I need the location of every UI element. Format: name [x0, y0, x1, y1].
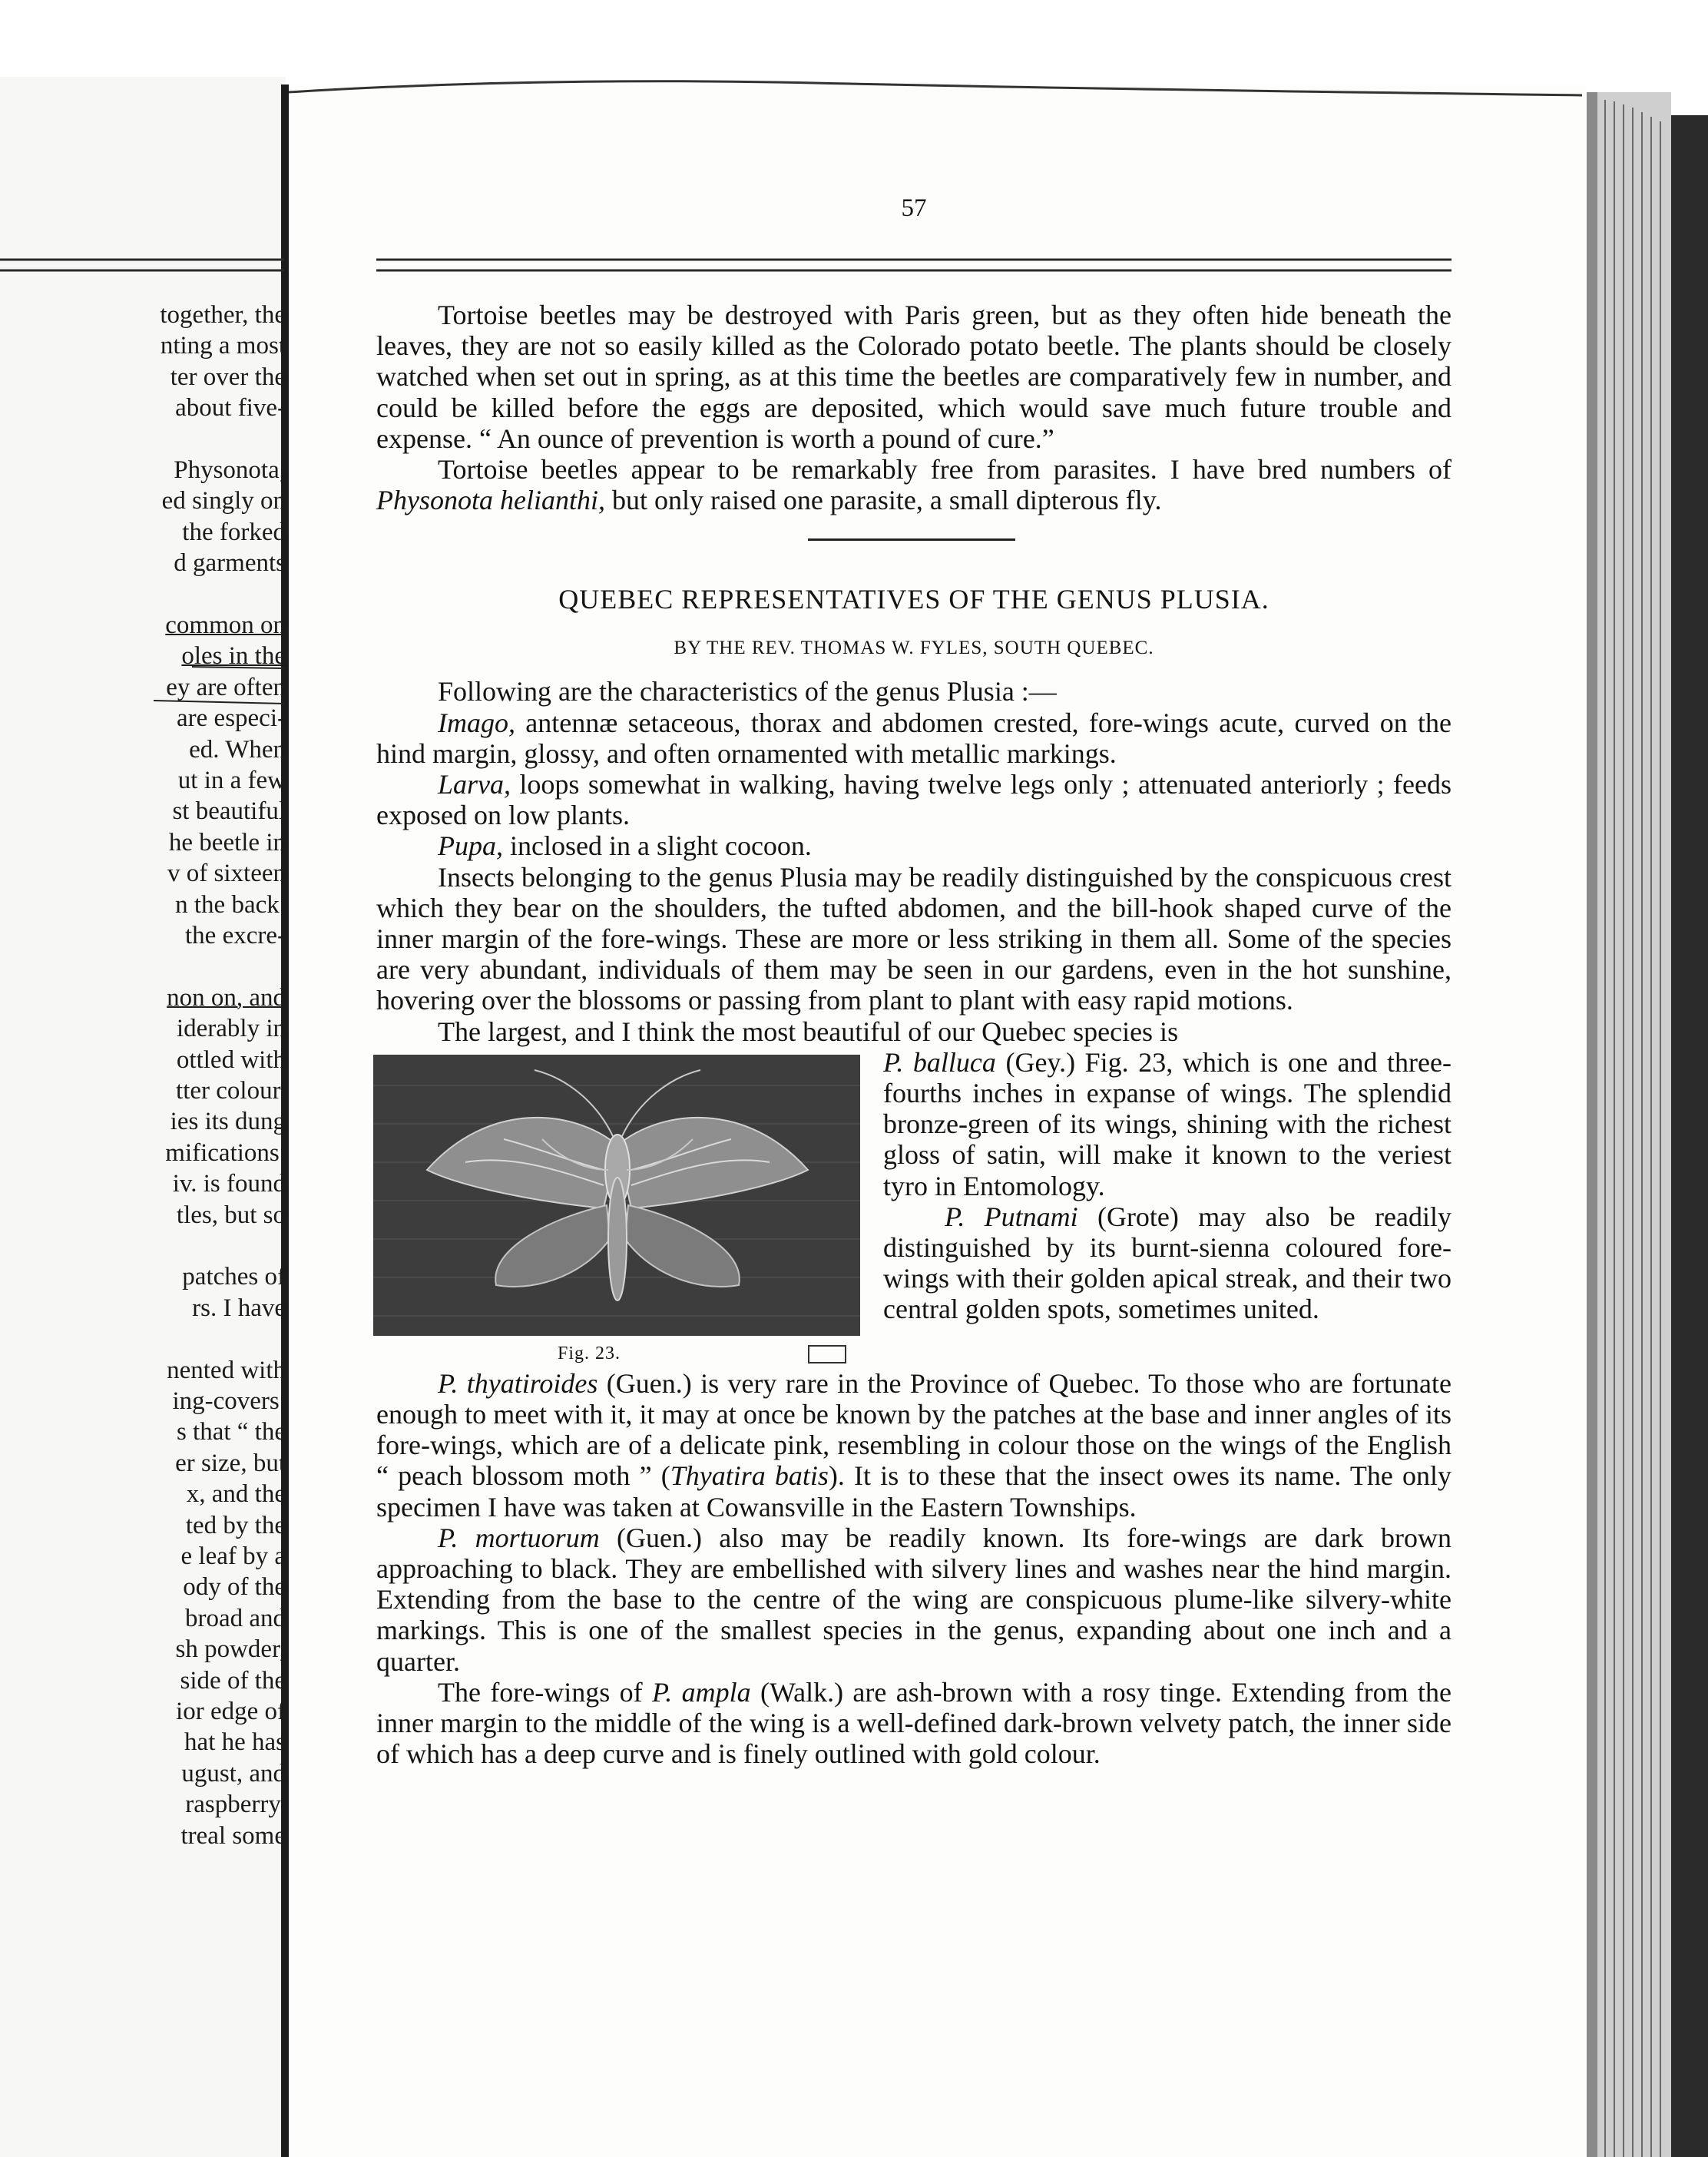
text-span: antennæ setaceous, thorax and abdomen crested, fore-wings acute, curved on the hind margin, glossy, and often ornamented with metallic markings. — [376, 707, 1451, 769]
text-span: (Walk.) are ash-brown with a rosy tinge. Extending from the inner margin to the middle of the wing is a well-defined dark-brown velvety patch, the inner side of which has a deep curve and is finely outlined with gold colour. — [376, 1676, 1451, 1770]
left-page-line: e leaf by a — [180, 1542, 286, 1570]
figure-23 — [373, 1055, 872, 1365]
left-page-line: oles in the — [181, 642, 286, 671]
left-page-line: raspberry. — [185, 1791, 286, 1819]
species-balluca: P. balluca — [883, 1046, 996, 1078]
text-span: loops somewhat in walking, having twelve legs only ; attenuated anteriorly ; feeds exposed on low plants. — [376, 769, 1451, 831]
section-divider — [808, 538, 1015, 541]
article-byline: BY THE REV. THOMAS W. FYLES, SOUTH QUEBEC. — [674, 638, 1154, 659]
paragraph-mortuorum — [376, 1522, 1451, 1677]
species-putnami: P. Putnami — [945, 1201, 1078, 1232]
left-page-line: ior edge of — [176, 1698, 286, 1725]
paragraph-thyatiroides — [376, 1368, 1451, 1522]
left-page-line: are especi- — [177, 704, 286, 733]
printer-mark — [808, 1345, 846, 1363]
main-page-column — [376, 300, 1451, 1770]
left-page-line: n the back. — [175, 890, 286, 919]
left-page-line: rs. I have — [192, 1294, 286, 1322]
text-span: Tortoise beetles appear to be remarkably free from parasites. I have bred numbers of — [438, 454, 1451, 485]
left-page-line: sh powder, — [175, 1635, 286, 1664]
paragraph-intro: Following are the characteristics of the genus Plusia :— — [438, 676, 1057, 707]
left-page-line: together, the — [160, 301, 286, 329]
left-page-line: ottled with — [176, 1045, 286, 1074]
left-page-line: ies its dung — [170, 1108, 286, 1136]
left-page-line: mifications. — [165, 1138, 286, 1167]
left-page-line: ter over the — [170, 363, 286, 391]
text-span: ). It is to these that the insect owes its name. The only specimen I have was taken at Cowansville in the Eastern Townships. — [376, 1460, 1451, 1522]
left-page-line: nting a most — [160, 332, 286, 360]
left-page-line: tter colour. — [176, 1077, 286, 1105]
text-span: The fore-wings of — [438, 1676, 652, 1708]
figure-caption — [373, 1342, 872, 1365]
paragraph-larva — [376, 769, 1451, 830]
left-page-line: ed. When — [189, 735, 286, 764]
text-span: (Grote) may also be readily distinguished by its burnt-sienna coloured fore-wings with their golden apical streak, and their two central golden spots, sometimes united. — [883, 1201, 1452, 1325]
species-thyatiroides: P. thyatiroides — [438, 1367, 598, 1399]
paragraph-imago — [376, 707, 1451, 769]
left-page-line: side of the — [180, 1666, 286, 1695]
left-page-line: broad and — [184, 1604, 286, 1632]
left-page-line: nented with — [167, 1356, 286, 1384]
left-page-line: ted by the — [185, 1511, 286, 1539]
left-page-line: ey are often — [166, 673, 286, 701]
left-page-line: s that “ the — [176, 1418, 286, 1446]
left-page-line: about five- — [175, 394, 286, 422]
moth-icon — [373, 1055, 860, 1336]
paragraph-largest: The largest, and I think the most beautiful of our Quebec species is — [438, 1016, 1179, 1047]
left-page-line: hat he has — [184, 1728, 286, 1757]
left-page-line: ugust, and — [181, 1759, 286, 1788]
paragraph-parasites — [376, 454, 1451, 515]
paragraph-insects: Insects belonging to the genus Plusia may be readily distinguished by the conspicuous crest which they bear on the shoulders, the tufted abdomen, and the bill-hook shaped curve of the inner margin of the fore-wings. These are more or less striking in them all. Some of the species are very abundant, individuals of them may be seen in our gardens, even in the hot sunshine, hovering over the blossoms or passing from plant to plant with easy rapid motions. — [376, 861, 1451, 1016]
left-page-line: common on — [165, 611, 286, 639]
left-page-line: patches of — [182, 1263, 286, 1291]
left-page-line: x, and the — [186, 1480, 286, 1509]
left-page-line: the excre- — [185, 922, 286, 949]
article-title: QUEBEC REPRESENTATIVES OF THE GENUS PLUSIA. — [558, 584, 1269, 615]
figure-caption-text: Fig. 23. — [558, 1343, 621, 1363]
left-page-line: treal some — [180, 1821, 286, 1850]
paragraph-ampla — [376, 1677, 1451, 1770]
paragraph-pupa — [376, 830, 1451, 861]
left-page-line: ut in a few — [177, 767, 286, 794]
left-page-line: ody of the — [183, 1573, 286, 1602]
term-pupa: Pupa, — [438, 830, 503, 862]
left-page-line: Physonota, — [174, 456, 286, 484]
text-span: (Gey.) Fig. 23, which is one and three-fourths inches in expanse of wings. The splendid bronze-green of its wings, shining with the richest gloss of satin, will make it known to the veriest tyro in Entomology. — [883, 1046, 1451, 1201]
left-page-line: the forked — [182, 518, 286, 546]
left-page-line: ed singly on — [161, 487, 286, 515]
text-span: (Guen.) also may be readily known. Its fore-wings are dark brown approaching to black. They are embellished with silvery lines and washes near the hind margin. Extending from the base to the centre of the wing are conspicuous plume-like silvery-white markings. This is one of the smallest species in the genus, expanding about one inch and a quarter. — [376, 1522, 1451, 1677]
moth-illustration — [373, 1055, 860, 1336]
text-span: (Guen.) is very rare in the Province of Quebec. To those who are fortunate enough to meet with it, it may at once be known by the patches at the base and inner angles of its fore-wings, which are of a delicate pink, resembling in colour those on the wings of the English “ peach blossom moth ” ( — [376, 1367, 1452, 1492]
species-name: Physonota helianthi, — [376, 485, 605, 516]
left-page-line: he beetle in — [168, 828, 286, 857]
left-page-line: iderably in — [176, 1015, 286, 1043]
left-page-line: d garments — [174, 549, 286, 578]
text-span: inclosed in a slight cocoon. — [503, 830, 812, 862]
left-page-line: tles, but so — [176, 1201, 286, 1229]
left-page-line: er size, but — [175, 1449, 286, 1477]
left-page-line: iv. is found — [172, 1170, 286, 1198]
left-page-line: ing-covers. — [172, 1387, 286, 1415]
species-ampla: P. ampla — [651, 1676, 751, 1708]
left-page-line: non on, and — [167, 983, 286, 1012]
text-span: but only raised one parasite, a small dipterous fly. — [604, 485, 1162, 516]
left-page-line: st beautiful — [172, 797, 286, 826]
term-larva: Larva, — [438, 769, 511, 800]
species-mortuorum: P. mortuorum — [438, 1522, 600, 1553]
left-page-line: v of sixteen — [167, 860, 286, 888]
page-number: 57 — [901, 194, 927, 222]
species-thyatira: Thyatira batis — [670, 1460, 829, 1492]
term-imago: Imago, — [438, 707, 515, 738]
paragraph-tortoise-beetles: Tortoise beetles may be destroyed with Paris green, but as they often hide beneath the leaves, they are not so easily killed as the Colorado potato beetle. The plants should be closely watched when set out in spring, as at this time the beetles are comparatively few in number, and could be killed before the eggs are deposited, which would save much future trouble and expense. “ An ounce of prevention is worth a pound of cure.” — [376, 300, 1451, 454]
